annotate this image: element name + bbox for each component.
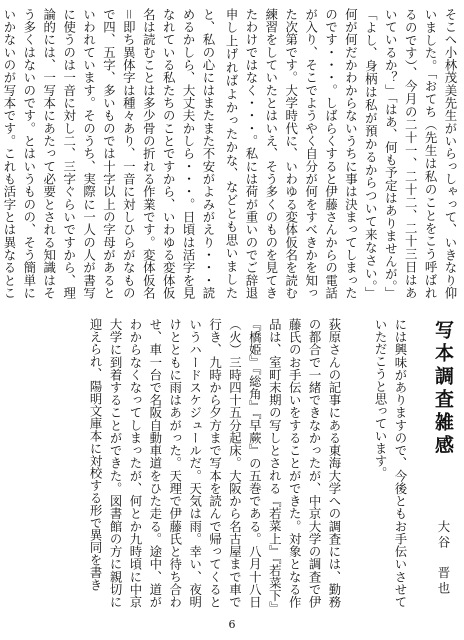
- essay-author: 大谷 晋也: [436, 520, 451, 597]
- lower-lead-text: には興味がありますので、今後ともお手伝いさせていただこうと思っています。: [373, 318, 408, 608]
- page-number: 6: [228, 618, 236, 631]
- lower-body-text: 荻原さんの記事にある東海大学への調査には、勤務の都合で一緒できなかったが、中京大学の調査で伊藤氏のお手伝いをすることができた。対象となる作品は、室町末期の写しとされる『若菜上』『若菜下』『橋姫』『総角』『早蕨』の五巻である。八月十八日（火）三時四十五分起床。大阪から名古屋まで車で行き、九時から夕方まで写本を読んで帰ってくるというハードスケジュールだ。天気は雨。幸い、夜明けとともに雨はあがった。天理で伊藤氏と待ち合わせ、車一台で名阪自動車道をひた走る。途中、道がわからなくなってしまったが、何とか九時頃に中京大学に到着することができた。図書館の方に親切に迎えられ、陽明文庫本に対校する形で異同を書き: [88, 318, 342, 608]
- upper-column-left: と、私の心にはまたまた不安がよみがえり・・・読めるかしら、大丈夫かしら・・・。日頃は活字を見なれている私たちのことですから、いわゆる変体仮名は読むことは多少骨の折れる作業です。変体仮名＝即ち異体字は種々あり、一音に対しひらがなもので四、五字、多いものでは十字以上の字母があるといわれています。そのうち、実際に一人の人が書写に使うのは一音に対し二、三字ぐらいですから、理論的には、一写本にあたって必要とされる知識はそう多くはないのです。とはいうものの、そう簡単にいかないのが写本です。これも活字とは異なるとこ: [2, 8, 216, 299]
- essay-title: 写本調査雑感: [432, 320, 454, 458]
- upper-column-right: そこへ小林茂美先生がいらっしゃって、いきなり仰いました。「おてち（先生は私のことをこう呼ばれるのです）、今月の二十一、二十二、二十三日はあいているか？」「はあ、何も予定はありませんが。」「よし、身柄は私が預かるからついて来なさい。」何が何だかわからないうちに事は決まってしまったのです・・・。しばらくすると伊藤さんからの電話が入り、そこでようやく自分が何をすべきかを知った次第です。大学時代に、いわゆる変体仮名を読む練習をしていたとはいえ、そう多くのものを見てきたわけではなく・・・。私には荷が重いのでご辞退申し上げればよかったかな、などとも思いました: [224, 8, 458, 299]
